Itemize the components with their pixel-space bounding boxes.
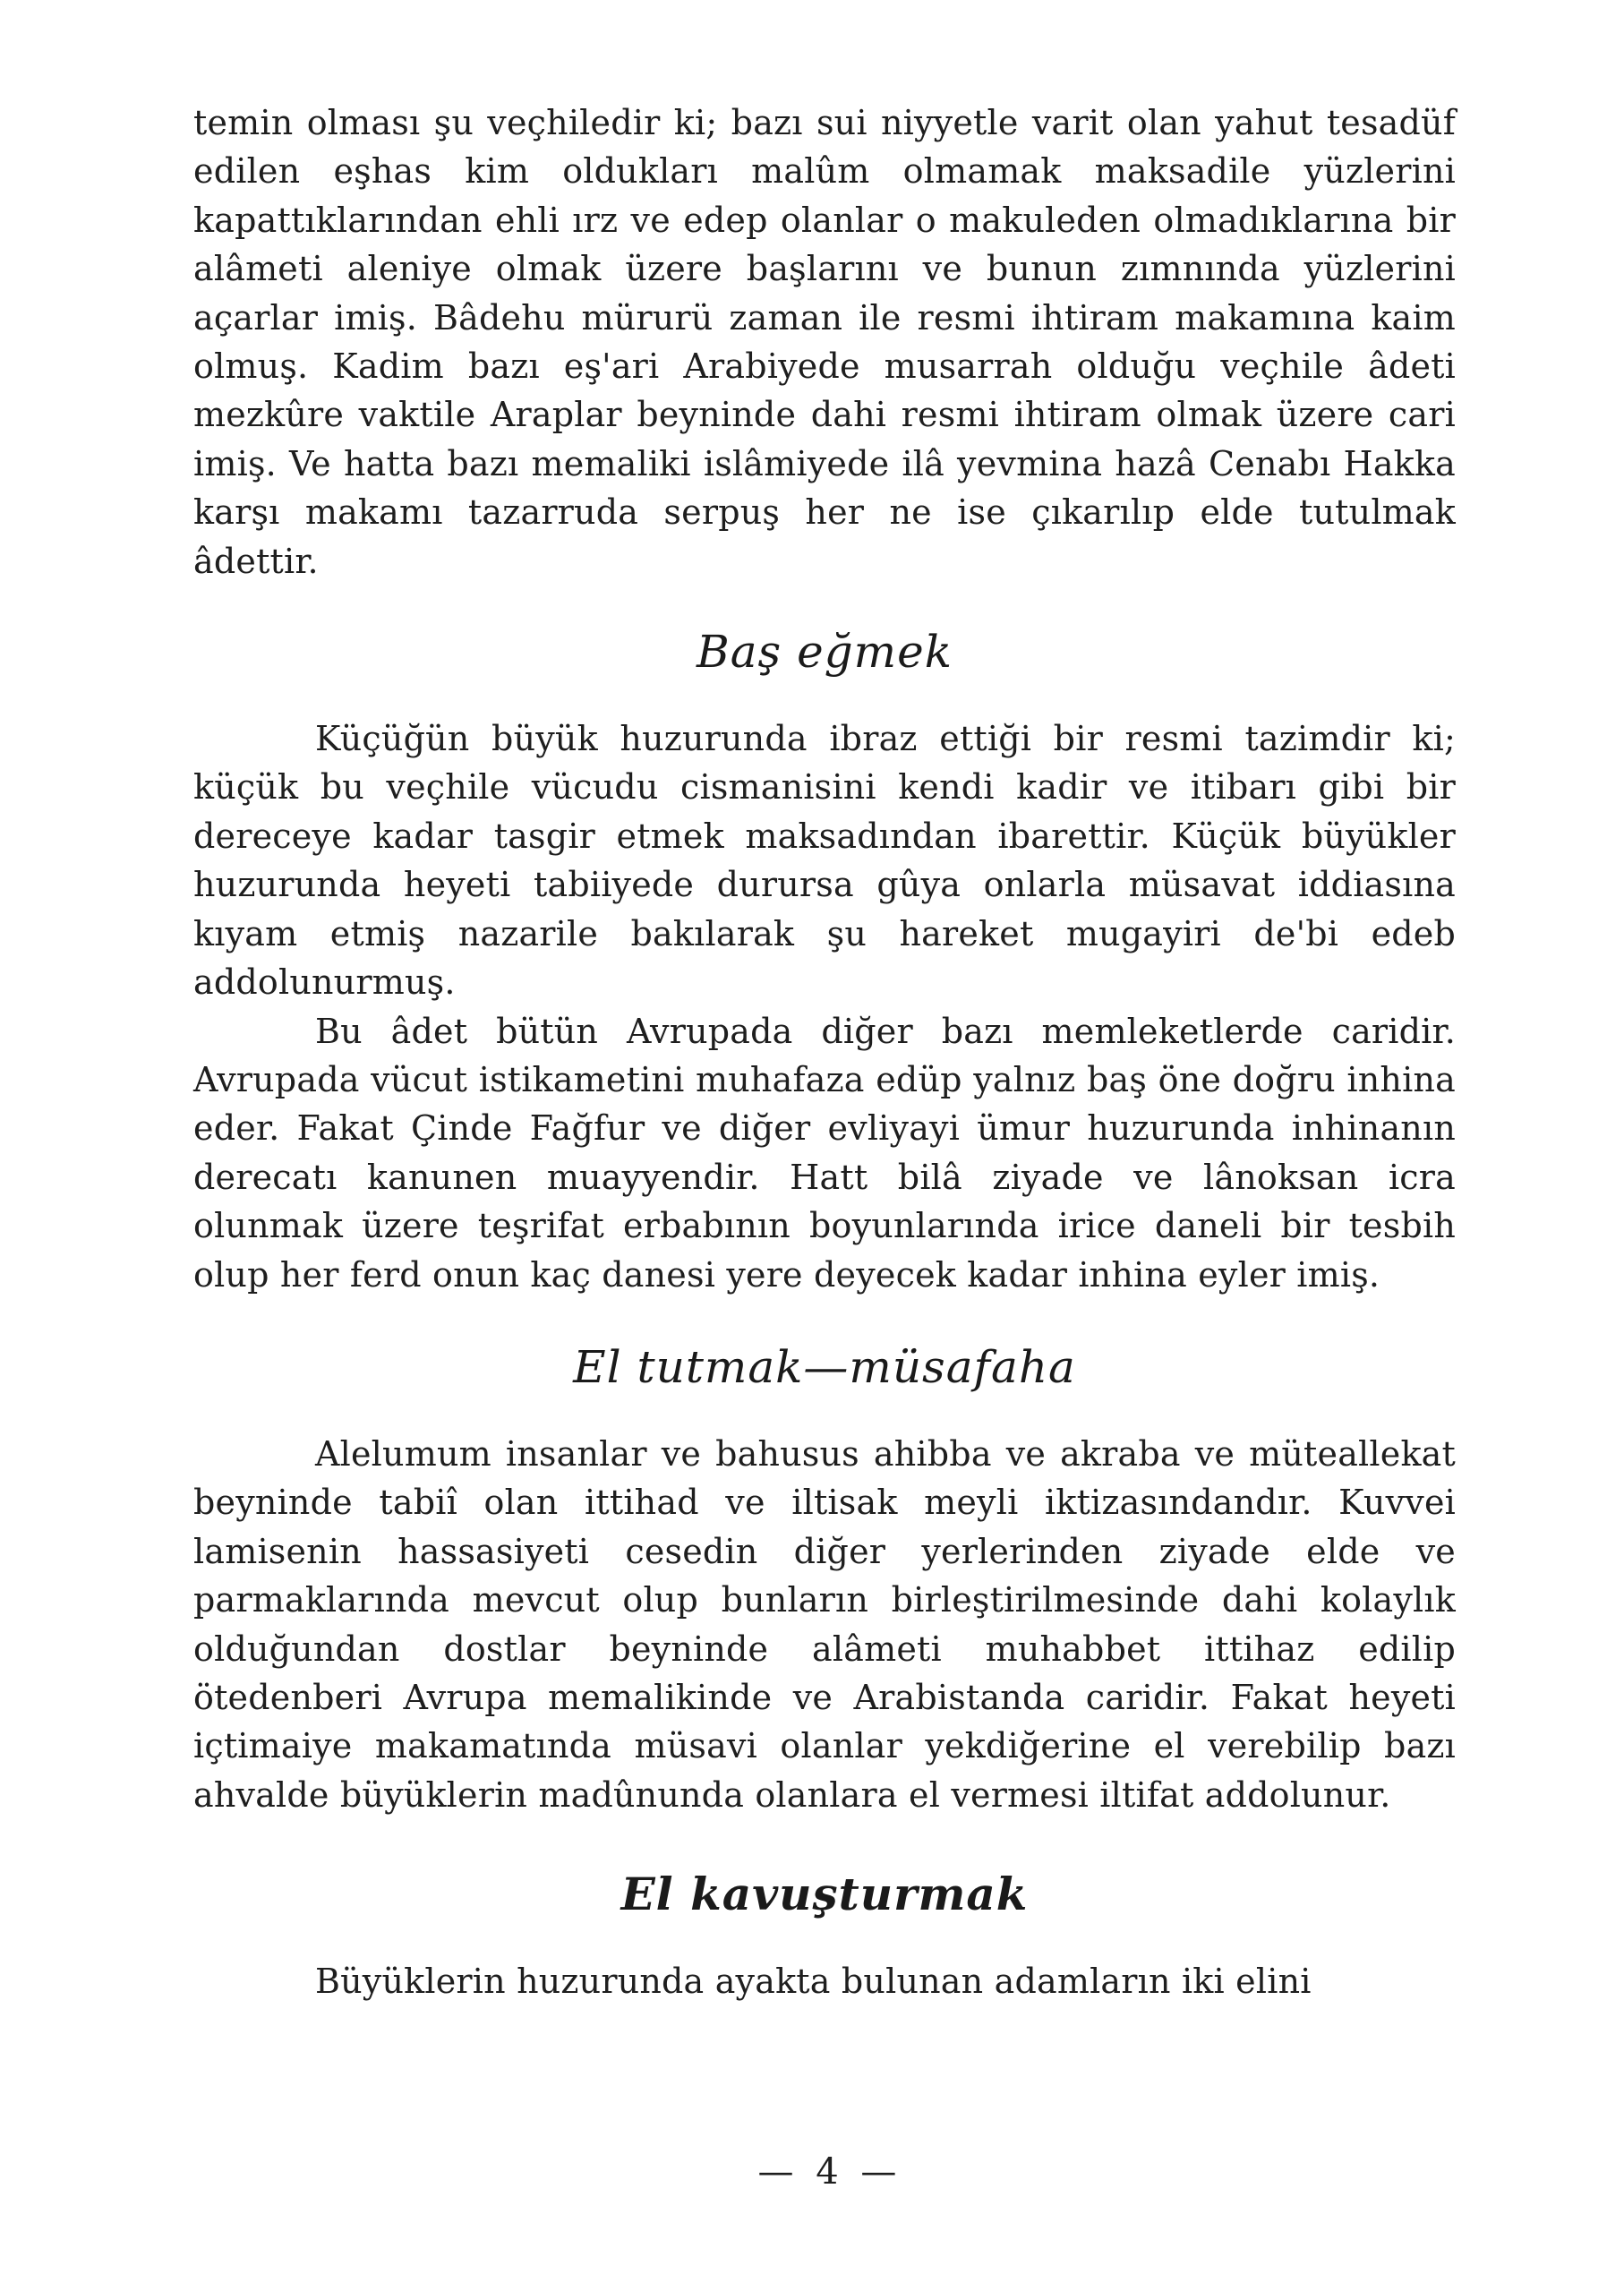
paragraph-bas-egmek-2: Bu âdet bütün Avrupada diğer bazı memleketlerde caridir. Avrupada vücut istikametini muhafaza edüp yalnız baş öne doğru inhina eder. Fakat Çinde Fağfur ve diğer evliyayi ümur huzurunda inhinanın derecatı kanunen muayyendir. Hatt bilâ ziyade ve lânoksan icra olunmak üzere teşrifat erbabının boyunlarında irice daneli bir tesbih olup her ferd onun kaç danesi yere deyecek kadar inhina eyler imiş. <box>193 1011 1456 1295</box>
heading-bas-egmek: Baş eğmek <box>696 626 953 679</box>
page-body <box>193 98 1456 2006</box>
page-number: — 4 — <box>757 2151 902 2193</box>
paragraph-continuation: temin olması şu veçhiledir ki; bazı sui niyyetle varit olan yahut tesadüf edilen eşhas kim oldukları malûm olmamak maksadile yüzlerini kapattıklarından ehli ırz ve edep olanlar o makuleden olmadıklarına bir alâmeti aleniye olmak üzere başlarını ve bunun zımnında yüzlerini açarlar imiş. Bâdehu mürurü zaman ile resmi ihtiram makamına kaim olmuş. Kadim bazı eş'ari Arabiyede musarrah olduğu veçhile âdeti mezkûre vaktile Araplar beyninde dahi resmi ihtiram olmak üzere cari imiş. Ve hatta bazı memaliki islâmiyede ilâ yevmina hazâ Cenabı Hakka karşı makamı tazarruda serpuş her ne ise çıkarılıp elde tutulmak âdettir. <box>193 103 1456 581</box>
paragraph-el-kavusturmak: Büyüklerin huzurunda ayakta bulunan adamların iki elini <box>315 1962 1312 2002</box>
heading-el-tutmak: El tutmak—müsafaha <box>573 1340 1076 1393</box>
paragraph-el-tutmak: Alelumum insanlar ve bahusus ahibba ve akraba ve müteallekat beyninde tabiî olan ittihad ve iltisak meyli iktizasındandır. Kuvvei lamisenin hassasiyeti cesedin diğer yerlerinden ziyade elde ve parmaklarında mevcut olup bunların birleştirilmesinde dahi kolaylık olduğundan dostlar beyninde alâmeti muhabbet ittihaz edilip ötedenberi Avrupa memalikinde ve Arabistanda caridir. Fakat heyeti içtimaiye makamatında müsavi olanlar yekdiğerine el verebilip bazı ahvalde büyüklerin madûnunda olanlara el vermesi iltifat addolunur. <box>193 1433 1456 1815</box>
paragraph-bas-egmek-1: Küçüğün büyük huzurunda ibraz ettiği bir resmi tazimdir ki; küçük bu veçhile vücudu cismanisini kendi kadir ve itibarı gibi bir dereceye kadar tasgir etmek maksadından ibarettir. Küçük büyükler huzurunda heyeti tabiiyede durursa gûya onlarla müsavat iddiasına kıyam etmiş nazarile bakılarak şu hareket mugayiri de'bi edeb addolunurmuş. <box>193 719 1456 1003</box>
heading-el-kavusturmak: El kavuşturmak <box>620 1868 1029 1921</box>
